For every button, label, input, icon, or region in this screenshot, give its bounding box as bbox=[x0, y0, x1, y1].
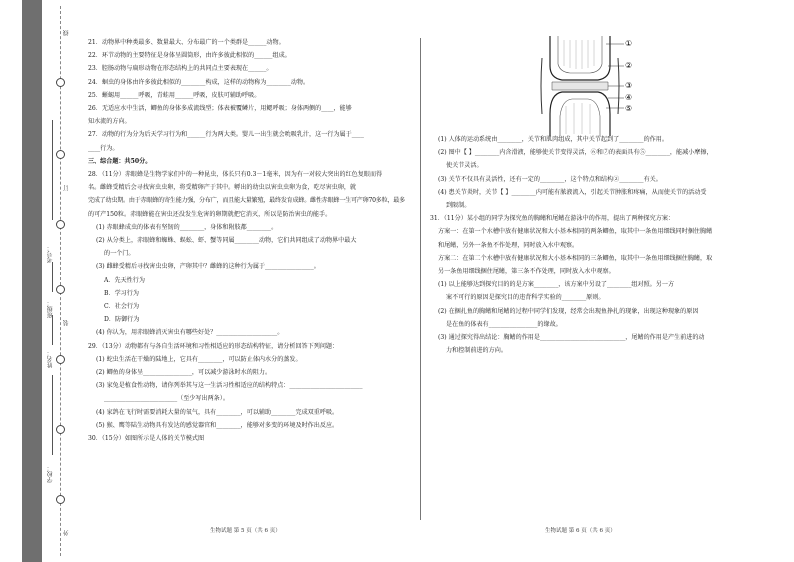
seal-mark-bottom: 外 bbox=[63, 530, 70, 536]
question-30-part-3: (3) 关节不仅具有灵活性，还有一定的________，这个特点和结构②________有关。 bbox=[438, 175, 662, 183]
question-31-part-1: (1) 以上能够达到探究目的的是方案________，该方案中另设了________组对照。另一方 bbox=[438, 281, 675, 289]
binding-hole-marker bbox=[56, 285, 65, 294]
question-30-part-4: (4) 患关节炎时，关节【 】________内可能有脓液流入，引起关节肿胀和疼痛，从而使关节的活动受 bbox=[438, 188, 707, 196]
plan-two-cont: 另一条鱼用细线捆住尾鳍，第三条不作处理，同时放入水中观察。 bbox=[438, 268, 615, 276]
question-29-part-4: (4) 家鸽在飞行时需要消耗大量的氧气，具有________，可以辅助________完成双重呼吸。 bbox=[96, 408, 339, 416]
question-31-part-3-cont: 力和控制前进的方向。 bbox=[446, 347, 507, 355]
exam-number-line bbox=[52, 120, 53, 220]
binding-margin bbox=[22, 0, 70, 562]
section-heading: 三、综合题：共50分。 bbox=[88, 157, 152, 165]
question-28-part-2: (2) 从分类上，赤眼蜂和蜘蛛、蜈蚣、虾、蟹等同属________动物，它们共同组成了动物界中最大 bbox=[96, 237, 357, 245]
question-29: 29．（13分）动物都有与各自生活环境和习性相适应的形态结构特征，请分析回答下列问题： bbox=[88, 342, 339, 350]
school-label: 学校： bbox=[47, 465, 54, 483]
question-30: 30．（15分）如图所示是人体的关节模式图 bbox=[88, 435, 205, 443]
question-30-part-4-cont: 到限制。 bbox=[446, 202, 471, 210]
question-30-part-2: (2) 图中【 】________内含滑液，能够使关节变得灵活，⑥和⑦的表面具有⑤________，能减小摩擦， bbox=[438, 149, 713, 157]
joint-capsule-left bbox=[541, 58, 542, 114]
binding-hole-marker bbox=[56, 150, 65, 159]
binding-gray-strip bbox=[22, 0, 42, 562]
question-26-cont: 知水流的方向。 bbox=[88, 118, 131, 126]
question-28-part-4: (4) 你认为，用赤眼蜂消灭害虫有哪些好处？____________________。 bbox=[96, 329, 284, 337]
question-29-part-3: (3) 家兔是植食性动物，请你列举其与这一生活习性相适应的结构特点：________________________ bbox=[96, 382, 363, 390]
question-31: 31．（11分）某小组的同学为探究鱼的胸鳍和尾鳍在游泳中的作用，提出了两种探究方案： bbox=[430, 215, 675, 223]
knee-label-4: ④ bbox=[625, 93, 633, 102]
binding-hole-marker bbox=[56, 495, 65, 504]
knee-label-5: ⑤ bbox=[625, 104, 633, 113]
question-25: 25．蜥蜴用______呼吸，青蛙用______呼吸，皮肤可辅助呼吸。 bbox=[88, 91, 261, 99]
exam-number-label: 考号： bbox=[47, 245, 54, 263]
question-28-text: 完成了幼虫期。由于赤眼蜂的寄生能力强，分布广，而且能大量繁殖，最终发育成蜂。雌性赤眼蜂一生可产卵70多粒，最多 bbox=[88, 197, 405, 205]
left-page-footer: 生物试题 第 5 页（共 6 页） bbox=[210, 528, 281, 534]
question-28: 28．（11分）赤眼蜂是生物学家们中的一种昆虫，体长只有0.3－1毫米，因为有一对较大突出的红色复眼而得 bbox=[88, 171, 383, 179]
choice-b: B．学习行为 bbox=[104, 289, 139, 297]
question-29-part-3-cont: ________________________（至少写出两条）。 bbox=[104, 395, 229, 403]
question-28-text: 的可产150粒。赤眼蜂能在害虫还没发生危害的卵期就把它消灭，所以是防治害虫的能手。 bbox=[88, 210, 332, 218]
joint-cavity bbox=[552, 82, 608, 90]
question-26: 26．无适应水中生活，鲫鱼的身体多成流线型；体表被覆鳞片，用鳃呼吸；身体两侧的____，能够 bbox=[88, 105, 352, 113]
binding-hole-marker bbox=[56, 78, 65, 87]
question-22: 22．环节动物的主要特征是身体呈圆筒形，由许多彼此相似的______组成。 bbox=[88, 52, 291, 60]
seal-mark-low: 装 bbox=[63, 320, 70, 326]
plan-two: 方案二：在第二个水槽中放有健康状况和大小基本相同的三条鲫鱼，取其中一条鱼用细线捆住胸鳍，取 bbox=[438, 254, 713, 262]
question-29-part-2: (2) 鲫鱼的身体呈________________，可以减少游泳时水的阻力。 bbox=[96, 369, 272, 377]
question-31-part-3: (3) 通过探究得出结论：胸鳍的作用是____________________________，尾鳍的作用是产生前进的动 bbox=[438, 334, 705, 342]
choice-a: A．先天性行为 bbox=[104, 276, 145, 284]
question-31-part-1-cont: 案不可行的原因是探究目的违背科学实验的________原则。 bbox=[446, 294, 605, 302]
choice-c: C．社会行为 bbox=[104, 303, 140, 311]
question-31-part-2: (2) 在捆扎鱼的胸鳍和尾鳍的过程中同学们发现，经常会出现鱼挣扎的现象，出现这种现象的原因 bbox=[438, 307, 699, 315]
question-27: 27．动物的行为分为后天学习行为和______行为两大类。婴儿一出生就会吮吸乳汁，这一行为属于____ bbox=[88, 131, 364, 139]
knee-joint-diagram bbox=[520, 36, 640, 136]
plan-one-cont: 和尾鳍，另外一条鱼不作处理，同时放入水中观察。 bbox=[438, 241, 579, 249]
school-line bbox=[52, 375, 53, 455]
seal-mark-mid: 订 bbox=[63, 185, 70, 191]
name-line bbox=[52, 315, 53, 345]
right-page-column bbox=[430, 133, 750, 357]
right-page-footer: 生物试题 第 6 页（共 6 页） bbox=[545, 528, 616, 534]
tibia-outline bbox=[550, 92, 610, 136]
left-page-column bbox=[88, 36, 408, 445]
question-24: 24．蛔虫的身体由许多彼此相似的________构成，这样的动物称为________动物。 bbox=[88, 78, 310, 86]
binding-hole-marker bbox=[56, 425, 65, 434]
binding-hole-marker bbox=[56, 355, 65, 364]
question-29-part-1: (1) 蛇虫生活在干燥的陆地上，它具有________，可以防止体内水分的蒸发。 bbox=[96, 355, 302, 363]
class-label: 班级： bbox=[47, 300, 54, 318]
question-30-part-1: (1) 人体的运动系统由________，关节和肌肉组成，其中关节起到了________的作用。 bbox=[438, 136, 668, 143]
question-21: 21．动物界中种类最多、数量最大、分布最广的一个类群是______动物。 bbox=[88, 39, 285, 46]
name-label: 姓名： bbox=[47, 350, 54, 368]
class-line bbox=[52, 262, 53, 292]
seal-mark-top: 线 bbox=[63, 30, 70, 36]
column-divider bbox=[420, 38, 421, 520]
choice-d: D．防御行为 bbox=[104, 316, 140, 324]
question-27-cont: ____行为。 bbox=[88, 144, 119, 152]
question-30-part-2-cont: 使关节灵活。 bbox=[446, 162, 483, 170]
question-29-part-5: (5) 猴、鹰等陆生动物具有发达的感觉器官和________，能够对多变的环境及时作出反应。 bbox=[96, 421, 339, 429]
question-28-part-1: (1) 赤眼蜂成虫的体表有坚韧的________，身体和附肢都________。 bbox=[96, 223, 278, 231]
plan-one: 方案一：在第一个水槽中放有健康状况和大小基本相同的两条鲫鱼，取其中一条鱼用细线同时捆住胸鳍 bbox=[438, 228, 713, 236]
question-23: 23．腔肠动物与扁形动物在形态结构上的共同点主要表现在______。 bbox=[88, 65, 273, 73]
question-31-part-2-cont: 是在鱼的体表有________________的缘故。 bbox=[446, 320, 562, 328]
question-28-part-2-cont: 的一个门。 bbox=[104, 250, 135, 258]
knee-label-1: ① bbox=[625, 39, 633, 48]
question-28-part-3: (3) 雌蜂受精后寻找害虫虫卵，产卵其中？雌蜂的这种行为属于________________。 bbox=[96, 263, 320, 271]
knee-label-2: ② bbox=[625, 61, 633, 70]
femur-inner bbox=[558, 36, 602, 73]
question-28-text: 名。雌蜂受精后会寻找害虫虫卵，将受精卵产于其中。孵出的幼虫以害虫虫卵为食，吃尽害虫卵，就 bbox=[88, 184, 357, 192]
binding-dashed-line bbox=[60, 6, 61, 556]
femur-outline bbox=[550, 36, 610, 80]
binding-hole-marker bbox=[56, 220, 65, 229]
knee-label-3: ③ bbox=[625, 81, 633, 90]
